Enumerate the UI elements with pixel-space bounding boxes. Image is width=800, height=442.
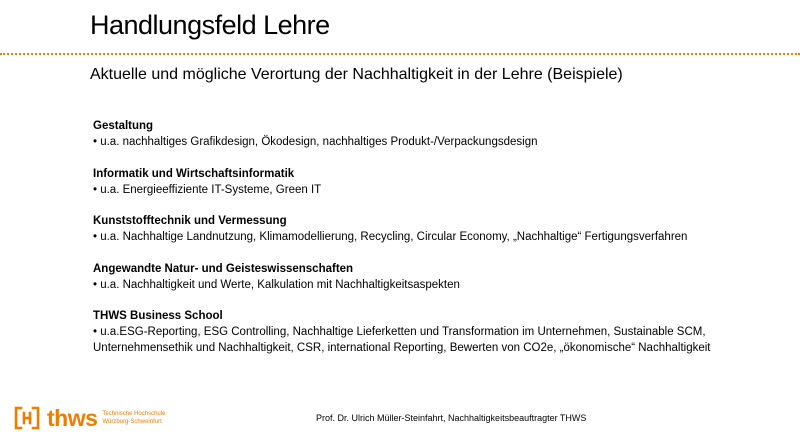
slide-subtitle: Aktuelle und mögliche Verortung der Nachhaltigkeit in der Lehre (Beispiele) (90, 66, 623, 83)
footer-author: Prof. Dr. Ulrich Müller-Steinfahrt, Nachhaltigkeitsbeauftragter THWS (316, 413, 587, 423)
section-business-school (93, 308, 783, 356)
title-divider (0, 53, 800, 55)
logo-line-2: Würzburg-Schweinfurt (102, 419, 162, 425)
bullet-text-continued: Unternehmensethik und Nachhaltigkeit, CSR, international Reporting, Bewerten von CO2e, „ökonomische“ Nachhaltigkeit (93, 342, 711, 354)
logo-subtitle (102, 410, 165, 426)
section-heading: THWS Business School (93, 310, 223, 322)
thws-logo-icon (12, 405, 42, 431)
bullet-text: • u.a. nachhaltiges Grafikdesign, Ökodesign, nachhaltiges Produkt-/Verpackungsdesign (93, 136, 538, 148)
slide-title: Handlungsfeld Lehre (90, 10, 330, 40)
section-kunststofftechnik (93, 213, 783, 245)
section-heading: Informatik und Wirtschaftsinformatik (93, 167, 295, 180)
section-heading: Kunststofftechnik und Vermessung (93, 215, 287, 227)
section-natur-geistes (93, 261, 783, 293)
thws-logo (12, 405, 165, 431)
content-area (93, 118, 783, 372)
bullet-text: • u.a.ESG-Reporting, ESG Controlling, Nachhaltige Lieferketten und Transformation im Unternehmen, Sustainable SCM, (93, 326, 706, 338)
section-informatik (93, 166, 783, 198)
logo-line-1: Technische Hochschule (102, 411, 166, 417)
bullet-text: • u.a. Nachhaltige Landnutzung, Klimamodellierung, Recycling, Circular Economy, „Nachhaltige“ Fertigungsverfahren (93, 231, 688, 243)
logo-wordmark: thws (47, 405, 98, 431)
section-gestaltung (93, 118, 783, 150)
section-heading: Gestaltung (93, 120, 154, 132)
bullet-text: • u.a. Nachhaltigkeit und Werte, Kalkulation mit Nachhaltigkeitsaspekten (93, 278, 460, 291)
bullet-text: • u.a. Energieeffiziente IT-Systeme, Green IT (93, 183, 322, 196)
section-heading: Angewandte Natur- und Geisteswissenschaften (93, 262, 354, 275)
